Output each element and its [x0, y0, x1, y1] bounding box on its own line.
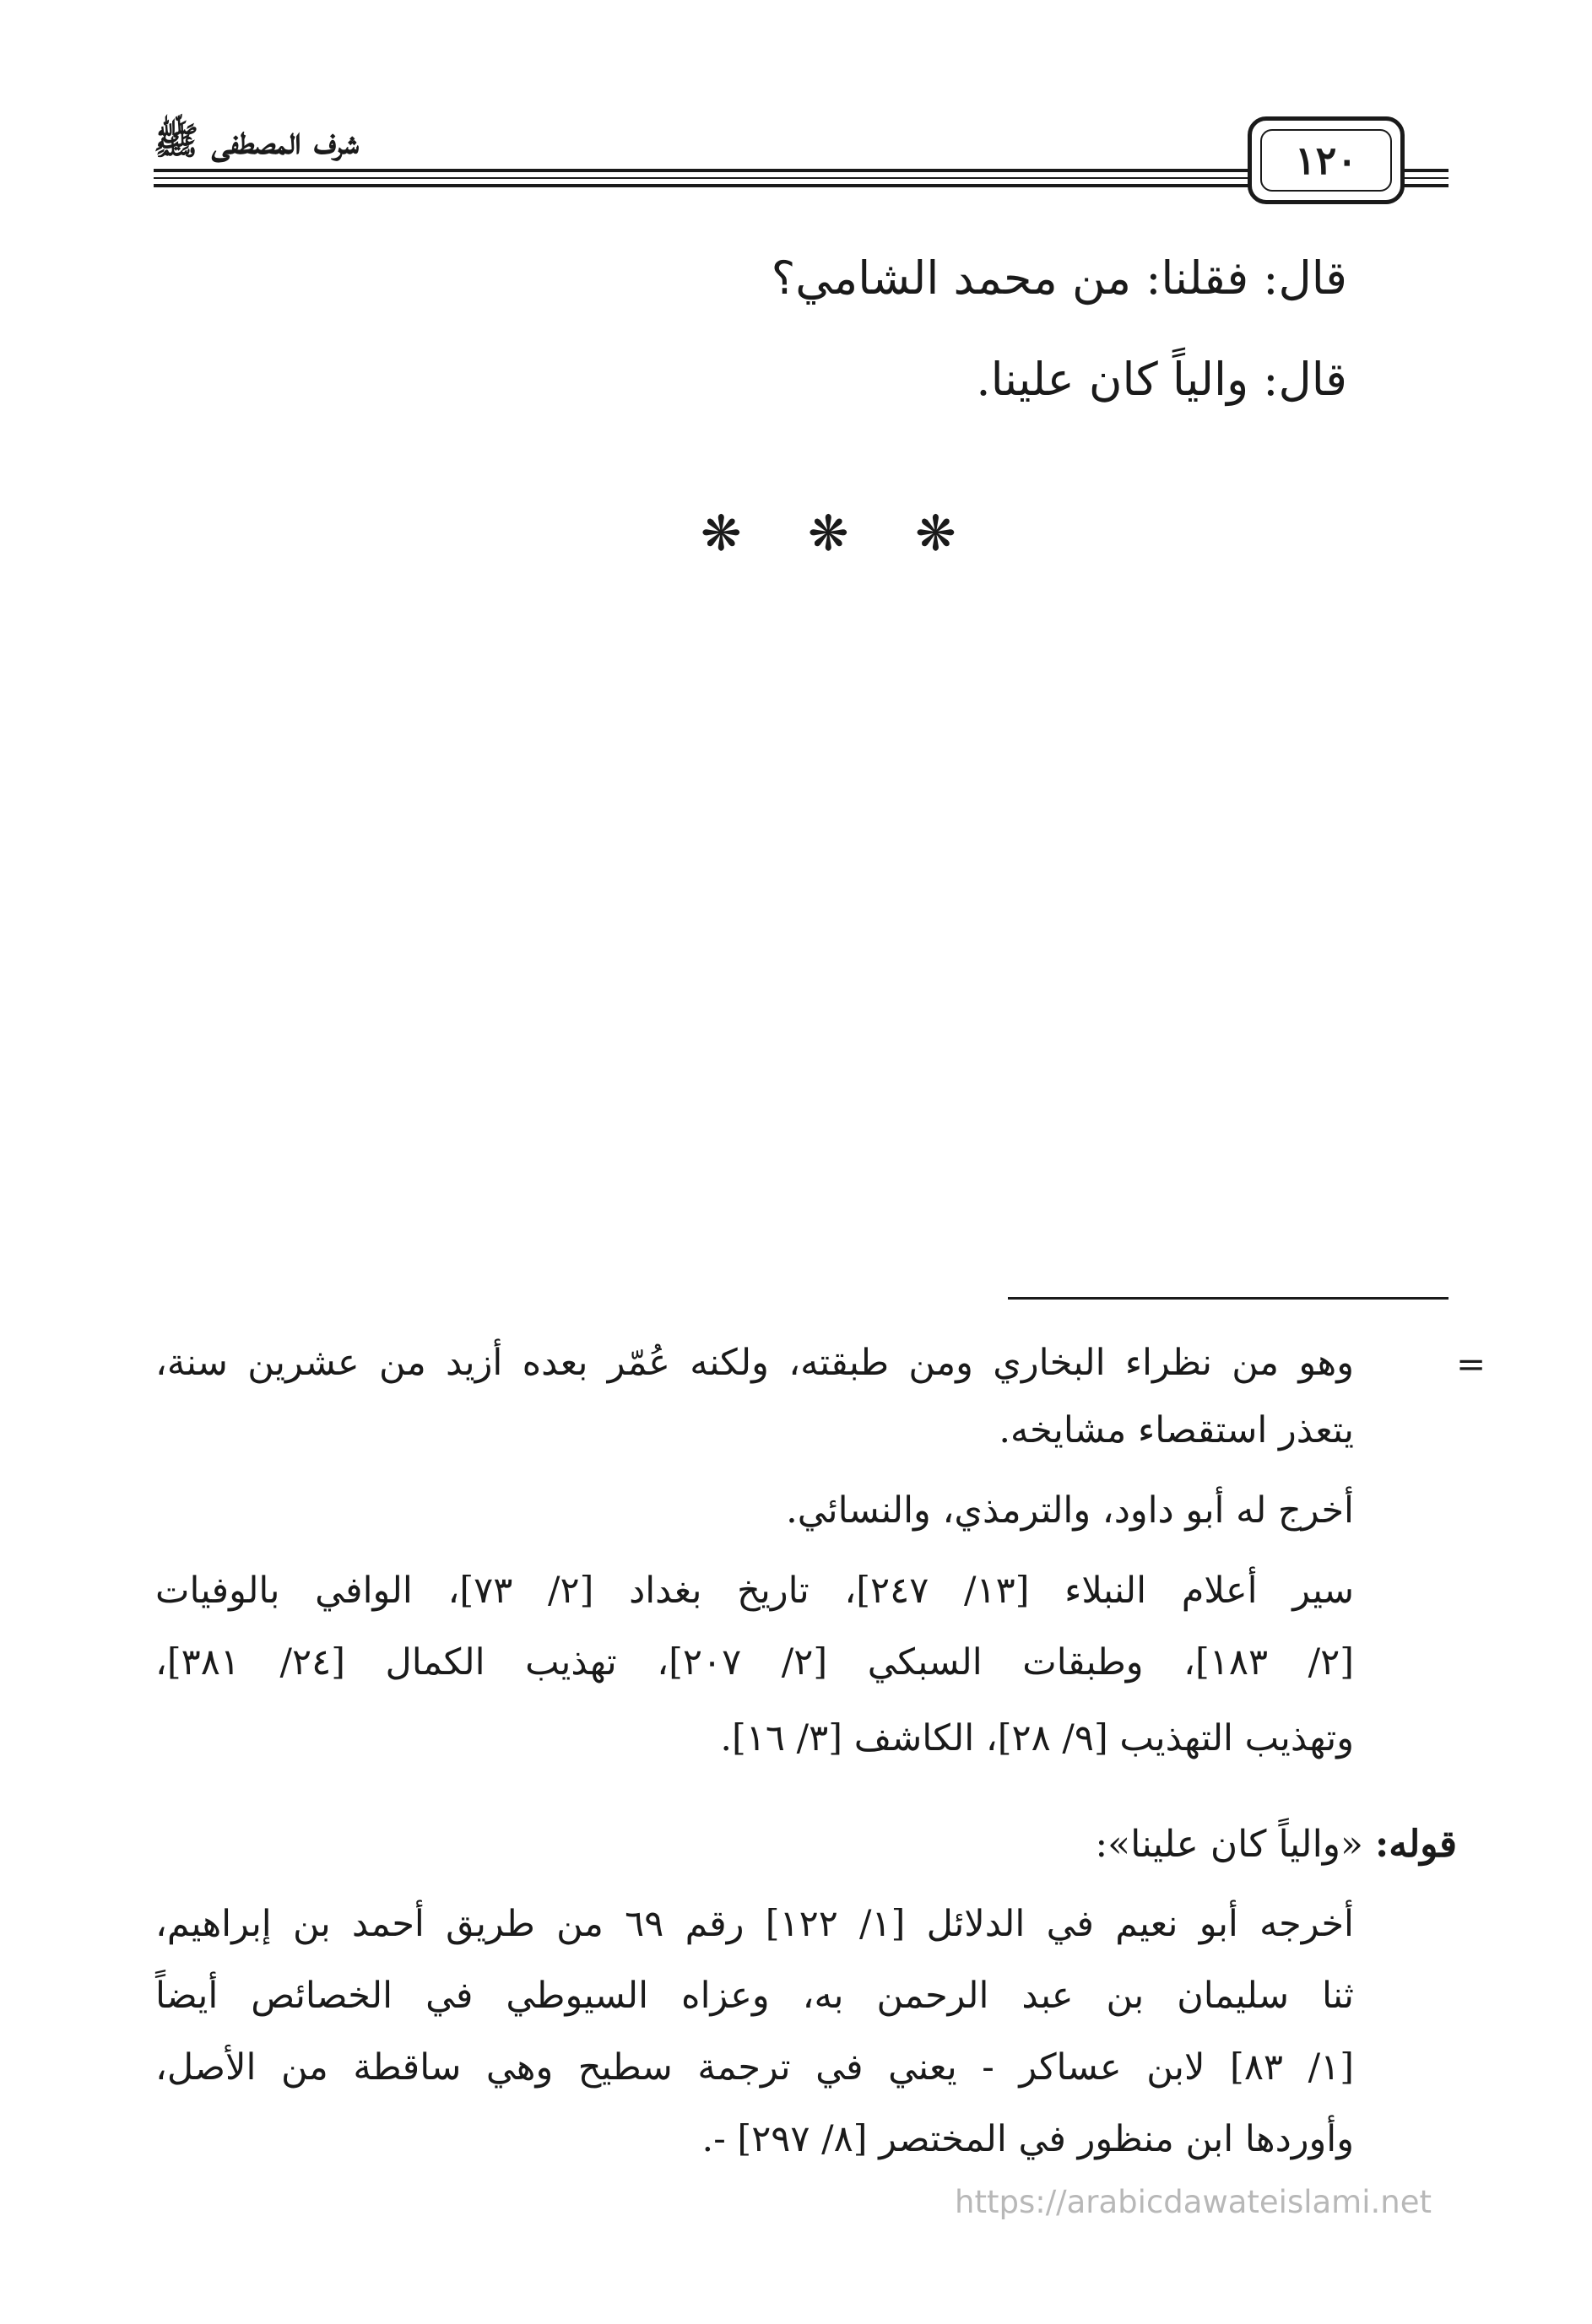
main-text-line: قال: والياً كان علينا. — [976, 353, 1347, 406]
footnote-line: ثنا سليمان بن عبد الرحمن به، وعزاه السيوطي في الخصائص أيضاً — [155, 1975, 1354, 2017]
page-number-frame — [1248, 116, 1405, 204]
main-text-line: قال: فقلنا: من محمد الشامي؟ — [771, 251, 1347, 305]
footnote-quote-heading — [697, 1823, 1457, 1866]
footnote-line: يتعذر استقصاء مشايخه. — [999, 1409, 1354, 1451]
footnote-line: وتهذيب التهذيب [٩/ ٢٨]، الكاشف [٣/ ١٦]. — [720, 1717, 1354, 1759]
qawl-quote: «والياً كان علينا»: — [1095, 1823, 1363, 1866]
header-rule — [1401, 169, 1449, 172]
footnote-line: [٢/ ١٨٣]، وطبقات السبكي [٢/ ٢٠٧]، تهذيب الكمال [٢٤/ ٣٨١]، — [155, 1641, 1355, 1684]
footnote-line: أخرج له أبو داود، والترمذي، والنسائي. — [786, 1489, 1354, 1532]
footnote-line: وهو من نظراء البخاري ومن طبقته، ولكنه عُمّر بعده أزيد من عشرين سنة، — [155, 1342, 1354, 1384]
watermark-url: https://arabicdawateislami.net — [955, 2184, 1432, 2220]
header-rule — [1401, 184, 1449, 187]
section-separator: ❋ ❋ ❋ — [701, 505, 982, 562]
header-rule — [154, 184, 1251, 187]
running-header-title: شرف المصطفى ﷺ — [154, 120, 360, 163]
footnote-continuation-marker: = — [1456, 1343, 1486, 1385]
footnote-line: سير أعلام النبلاء [١٣/ ٢٤٧]، تاريخ بغداد [٢/ ٧٣]، الوافي بالوفيات — [155, 1570, 1355, 1612]
footnote-line: أخرجه أبو نعيم في الدلائل [١/ ١٢٢] رقم ٦٩ من طريق أحمد بن إبراهيم، — [155, 1903, 1355, 1945]
footnote-line: [١/ ٨٣] لابن عساكر - يعني في ترجمة سطيح وهي ساقطة من الأصل، — [155, 2046, 1354, 2089]
header-rule — [1401, 177, 1449, 179]
header-rule — [154, 177, 1251, 179]
page-number: ١٢٠ — [1260, 129, 1392, 192]
footnote-line: وأوردها ابن منظور في المختصر [٨/ ٢٩٧] -. — [701, 2118, 1354, 2160]
qawl-label: قوله: — [1374, 1823, 1457, 1866]
footnote-separator — [1008, 1297, 1449, 1300]
header-rule — [154, 169, 1251, 172]
